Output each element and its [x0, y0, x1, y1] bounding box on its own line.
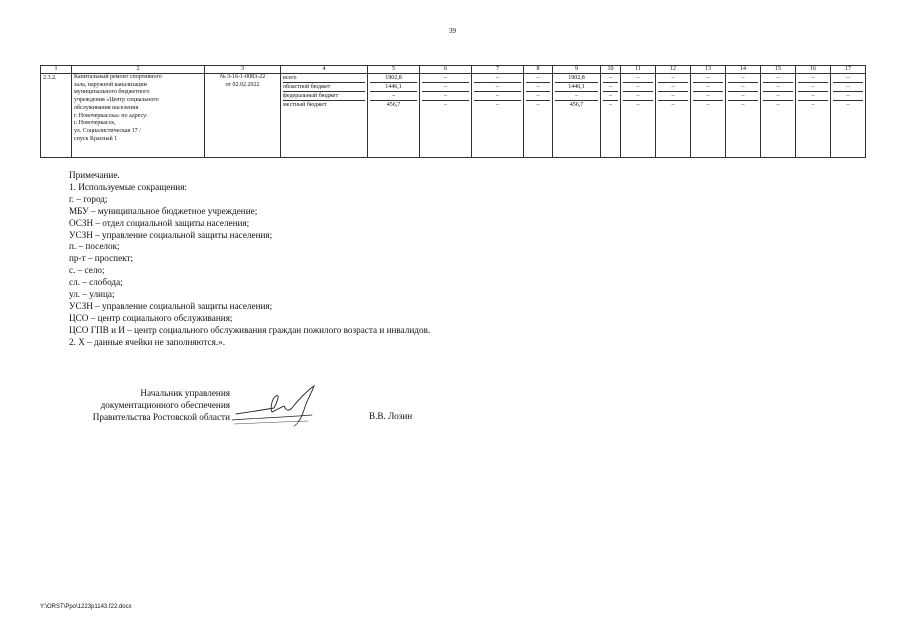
value-column-11	[621, 74, 656, 158]
value-cell: 1902,8	[385, 75, 402, 81]
value-cell: –	[833, 82, 863, 91]
table-header-row	[41, 66, 866, 74]
value-cell: –	[526, 91, 550, 100]
handwritten-signature	[228, 382, 338, 430]
object-name-line: ул. Социалистическая 17 /	[74, 127, 141, 134]
object-name-line: г. Новочеркасск,	[74, 120, 116, 127]
value-cell: –	[603, 82, 618, 91]
value-column-17	[831, 74, 866, 158]
value-cell: –	[693, 100, 723, 109]
note-line: 2. Х – данные ячейки не заполняются.».	[69, 336, 226, 347]
value-cell: –	[555, 91, 598, 100]
value-cell: –	[422, 100, 469, 109]
value-column-9	[553, 74, 601, 158]
note-line: г. – город;	[69, 193, 108, 204]
value-cell: –	[833, 91, 863, 100]
contract-date: от 02.02.2022	[225, 81, 260, 88]
value-column-15	[761, 74, 796, 158]
value-cell: –	[658, 91, 688, 100]
value-cell: –	[798, 82, 828, 91]
column-header-9: 9	[553, 66, 601, 74]
value-cell: –	[706, 75, 710, 81]
value-column-7	[472, 74, 524, 158]
value-cell: –	[763, 82, 793, 91]
note-line: МБУ – муниципальное бюджетное учреждение;	[69, 205, 258, 216]
value-cell: –	[623, 100, 653, 109]
value-column-5	[368, 74, 420, 158]
value-cell: –	[728, 91, 758, 100]
value-cell: 1902,8	[568, 75, 585, 81]
funding-sources	[281, 74, 368, 158]
value-cell: –	[474, 82, 521, 91]
value-cell: –	[776, 75, 780, 81]
value-cell: –	[728, 82, 758, 91]
value-cell: –	[763, 91, 793, 100]
value-cell: –	[623, 91, 653, 100]
object-name	[72, 74, 205, 158]
value-cell: –	[693, 91, 723, 100]
note-line: 1. Используемые сокращения:	[69, 181, 187, 192]
value-cell: 456,7	[555, 100, 598, 109]
value-cell: –	[422, 82, 469, 91]
note-line: УСЗН – управление социальной защиты населения;	[69, 300, 273, 311]
note-line: ОСЗН – отдел социальной защиты населения;	[69, 217, 250, 228]
value-cell: –	[763, 100, 793, 109]
signer-position-line: Начальник управления	[140, 388, 230, 398]
value-cell: –	[474, 91, 521, 100]
value-cell: –	[693, 82, 723, 91]
notes-section	[69, 170, 769, 349]
signer-name: В.В. Лозин	[369, 411, 413, 421]
value-cell: –	[833, 100, 863, 109]
value-cell: –	[496, 75, 499, 81]
column-header-2: 2	[72, 66, 205, 74]
note-line: с. – село;	[69, 265, 105, 276]
object-name-line: зала, наружной канализации	[74, 81, 147, 88]
column-header-1: 1	[41, 66, 72, 74]
value-cell: –	[536, 75, 540, 81]
column-header-10: 10	[601, 66, 621, 74]
page-number: 39	[449, 27, 456, 35]
value-cell: –	[623, 82, 653, 91]
column-header-11: 11	[621, 66, 656, 74]
value-cell: –	[603, 100, 618, 109]
column-header-3: 3	[205, 66, 281, 74]
column-header-12: 12	[656, 66, 691, 74]
value-cell: –	[609, 75, 612, 81]
value-cell: –	[811, 75, 815, 81]
value-cell: –	[370, 91, 417, 100]
column-header-13: 13	[691, 66, 726, 74]
object-name-line: муниципального бюджетного	[74, 89, 150, 96]
value-cell: –	[798, 100, 828, 109]
note-line: п. – поселок;	[69, 241, 120, 252]
row-code: 2.3.2.	[41, 74, 72, 158]
value-cell: –	[474, 100, 521, 109]
value-column-10	[601, 74, 621, 158]
value-cell: –	[603, 91, 618, 100]
column-header-7: 7	[472, 66, 524, 74]
funding-table	[40, 65, 866, 158]
note-line: ЦСО – центр социального обслуживания;	[69, 312, 233, 323]
column-header-14: 14	[726, 66, 761, 74]
value-cell: –	[636, 75, 640, 81]
note-line: УСЗН – управление социальной защиты населения;	[69, 229, 273, 240]
column-header-8: 8	[524, 66, 553, 74]
value-cell: 1446,1	[370, 82, 417, 91]
column-header-15: 15	[761, 66, 796, 74]
source-label: областной бюджет	[283, 82, 365, 91]
contract-number: № 3-16-1-0083-22	[219, 74, 266, 80]
value-column-16	[796, 74, 831, 158]
value-cell: –	[422, 91, 469, 100]
value-cell: –	[798, 91, 828, 100]
value-cell: –	[658, 82, 688, 91]
object-name-line: Капитальный ремонт спортивного	[74, 74, 162, 80]
value-column-13	[691, 74, 726, 158]
value-cell: –	[444, 75, 447, 81]
contract-info	[205, 74, 281, 158]
notes-title: Примечание.	[69, 170, 120, 180]
value-column-8	[524, 74, 553, 158]
note-line: сл. – слобода;	[69, 277, 123, 288]
column-header-16: 16	[796, 66, 831, 74]
column-header-4: 4	[281, 66, 368, 74]
source-label: местный бюджет	[283, 100, 365, 109]
source-label: федеральный бюджет	[283, 91, 365, 100]
value-cell: –	[741, 75, 745, 81]
column-header-5: 5	[368, 66, 420, 74]
object-name-line: г. Новочеркасска» по адресу:	[74, 112, 148, 119]
source-label: всего	[283, 75, 297, 81]
value-column-6	[420, 74, 472, 158]
object-name-line: обслуживания населения	[74, 104, 139, 111]
note-line: ЦСО ГПВ и И – центр социального обслуживания граждан пожилого возраста и инвалидов.	[69, 324, 431, 335]
value-column-12	[656, 74, 691, 158]
value-cell: –	[526, 100, 550, 109]
value-cell: 456,7	[370, 100, 417, 109]
footer-file-path: Y:\ORST\Ppo\1223p1143.f22.docx	[40, 604, 132, 610]
signer-position-line: Правительства Ростовской области	[92, 412, 230, 422]
value-cell: 1446,1	[555, 82, 598, 91]
value-column-14	[726, 74, 761, 158]
value-cell: –	[671, 75, 675, 81]
object-name-line: учреждения «Центр социального	[74, 97, 159, 104]
column-header-6: 6	[420, 66, 472, 74]
signer-position-line: документационного обеспечения	[100, 400, 230, 410]
value-cell: –	[658, 100, 688, 109]
column-header-17: 17	[831, 66, 866, 74]
note-line: ул. – улица;	[69, 289, 115, 300]
value-cell: –	[526, 82, 550, 91]
note-line: пр-т – проспект;	[69, 253, 134, 264]
signer-position	[40, 387, 230, 423]
table-row	[41, 74, 866, 158]
object-name-line: спуск Красный 1	[74, 135, 118, 142]
value-cell: –	[728, 100, 758, 109]
value-cell: –	[846, 75, 850, 81]
